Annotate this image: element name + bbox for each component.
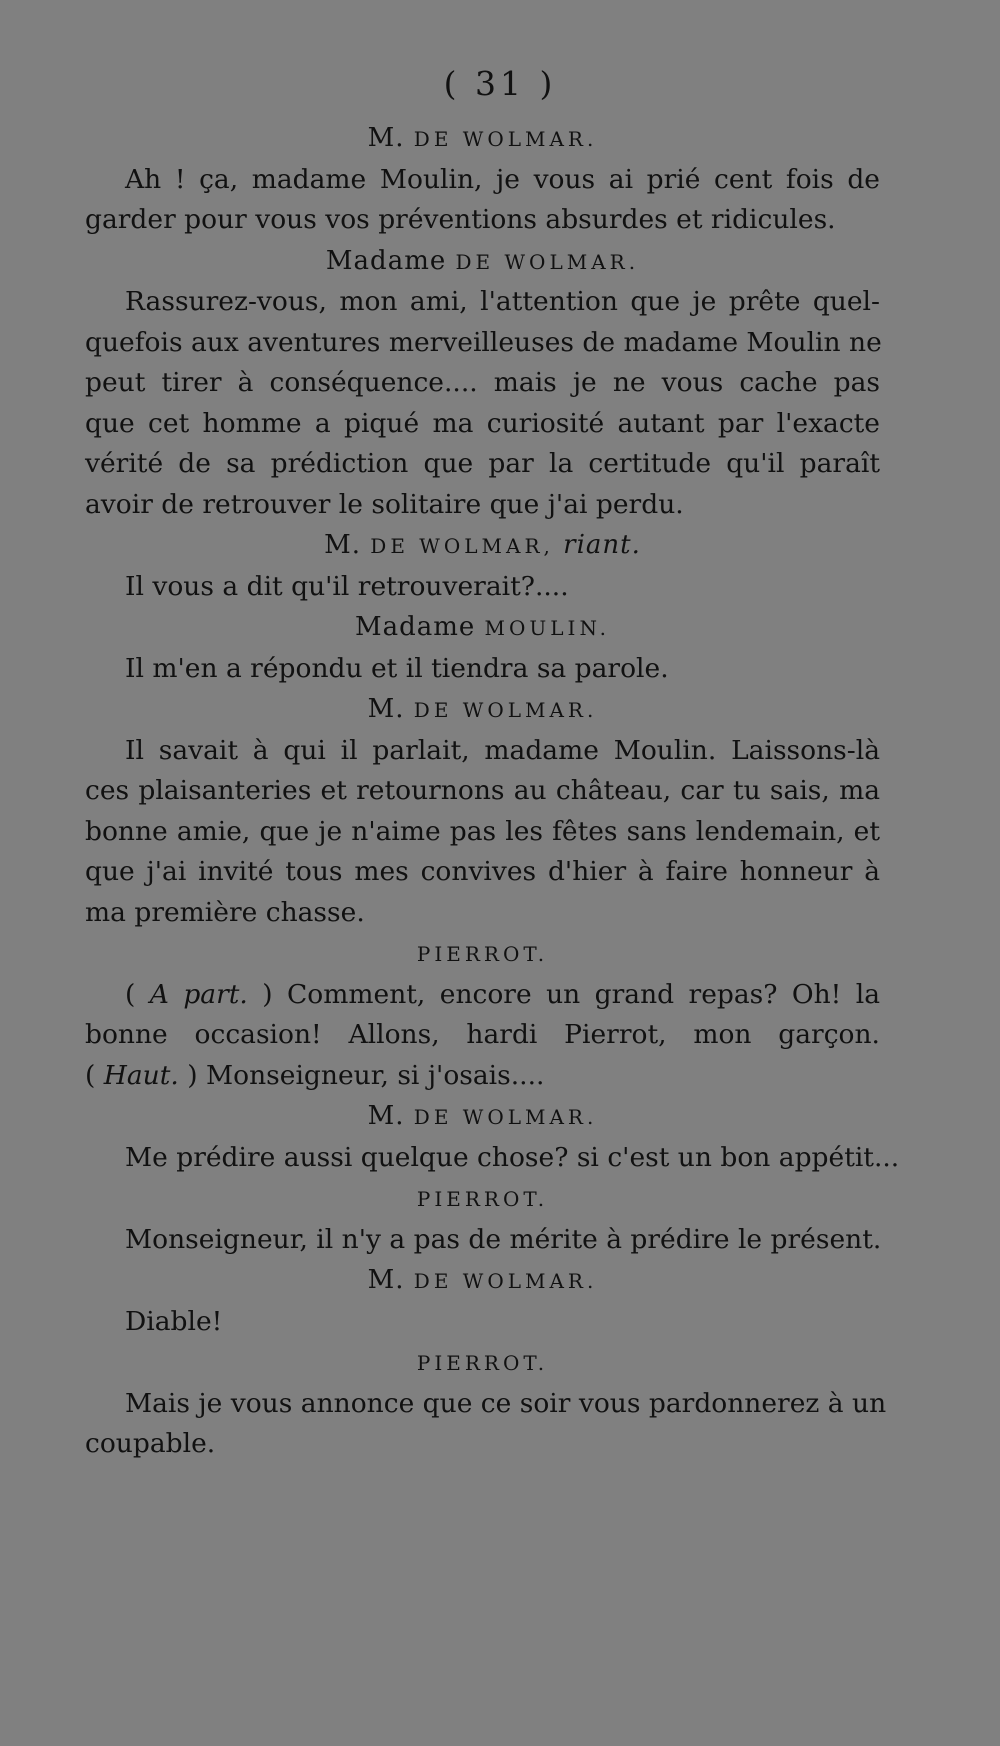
- dialogue-line: bonne occasion! Allons, hardi Pierrot, mon garçon.: [85, 1019, 880, 1050]
- speaker-title: Madame: [325, 245, 456, 276]
- speaker-heading: [85, 525, 880, 567]
- dialogue-line: ces plaisanteries et retournons au château, car tu sais, ma: [85, 775, 880, 806]
- speaker-name: DE WOLMAR.: [413, 127, 598, 151]
- dialogue-line: Diable!: [125, 1305, 223, 1337]
- speaker-heading: [85, 607, 880, 649]
- dialogue-line: que j'ai invité tous mes convives d'hier à faire honneur à: [85, 856, 880, 887]
- speaker-name: PIERROT.: [416, 1187, 549, 1211]
- speaker-heading: [85, 933, 880, 975]
- dialogue-line: Me prédire aussi quelque chose? si c'est un bon appétit...: [125, 1141, 900, 1173]
- dialogue-line: coupable.: [85, 1428, 216, 1459]
- dialogue-line: Monseigneur, il n'y a pas de mérite à prédire le présent.: [125, 1223, 882, 1255]
- dialogue-line: ma première chasse.: [85, 896, 365, 928]
- speaker-title: M.: [367, 1265, 414, 1295]
- speaker-heading: [85, 241, 880, 283]
- speaker-name: DE WOLMAR.: [413, 1105, 598, 1129]
- speaker-heading: [85, 1096, 880, 1138]
- dialogue-text: Monseigneur, si j'osais....: [197, 1059, 545, 1091]
- dialogue-line: Mais je vous annonce que ce soir vous pardonnerez à un: [125, 1387, 887, 1419]
- dialogue-line: Il m'en a répondu et il tiendra sa parole.: [125, 652, 669, 684]
- page-number: ( 31 ): [443, 64, 557, 103]
- dialogue-line: Il savait à qui il parlait, madame Moulin. Laissons-là: [125, 734, 880, 766]
- dialogue-line: Rassurez-vous, mon ami, l'attention que je prête quel-: [125, 286, 880, 317]
- stage-direction: A part.: [149, 978, 248, 1010]
- dialogue-line: ( Haut. ) Monseigneur, si j'osais....: [85, 1059, 545, 1091]
- speaker-heading: [85, 689, 880, 731]
- dialogue-line: que cet homme a piqué ma curiosité autant par l'exacte: [85, 407, 880, 439]
- speaker-heading: [85, 1260, 880, 1302]
- speaker-heading: [85, 1342, 880, 1384]
- speaker-title: M.: [324, 530, 371, 560]
- speaker-title: M.: [367, 1101, 414, 1131]
- dialogue-line: Ah ! ça, madame Moulin, je vous ai prié cent fois de: [125, 163, 880, 195]
- speaker-title: M.: [367, 123, 414, 153]
- speaker-name: PIERROT.: [416, 1351, 549, 1375]
- speaker-heading: [85, 118, 880, 160]
- dialogue-line: peut tirer à conséquence.... mais je ne vous cache pas: [85, 367, 880, 398]
- speaker-name: DE WOLMAR.: [455, 249, 640, 274]
- speaker-name: DE WOLMAR,: [370, 534, 554, 558]
- play-text: [85, 118, 900, 1465]
- dialogue-line: avoir de retrouver le solitaire que j'ai perdu.: [85, 488, 684, 520]
- dialogue-line: ( A part. ) Comment, encore un grand repas? Oh! la: [125, 978, 881, 1010]
- speaker-name: PIERROT.: [416, 942, 549, 966]
- speaker-name: MOULIN.: [484, 616, 611, 640]
- dialogue-text: Comment, encore un grand repas? Oh! la: [272, 978, 881, 1010]
- dialogue-line: bonne amie, que je n'aime pas les fêtes sans lendemain, et: [85, 815, 880, 847]
- speaker-name: DE WOLMAR.: [413, 698, 598, 722]
- dialogue-line: Il vous a dit qu'il retrouverait?....: [125, 570, 569, 602]
- stage-direction: Haut.: [103, 1059, 179, 1091]
- dialogue-line: quefois aux aventures merveilleuses de madame Moulin ne: [85, 326, 882, 358]
- dialogue-line: vérité de sa prédiction que par la certitude qu'il paraît: [85, 448, 880, 479]
- speaker-title: Madame: [354, 612, 485, 642]
- stage-direction: riant.: [563, 530, 641, 560]
- speaker-title: M.: [367, 694, 414, 724]
- speaker-name: DE WOLMAR.: [413, 1269, 598, 1293]
- speaker-heading: [85, 1178, 880, 1220]
- dialogue-line: garder pour vous vos préventions absurdes et ridicules.: [85, 204, 836, 235]
